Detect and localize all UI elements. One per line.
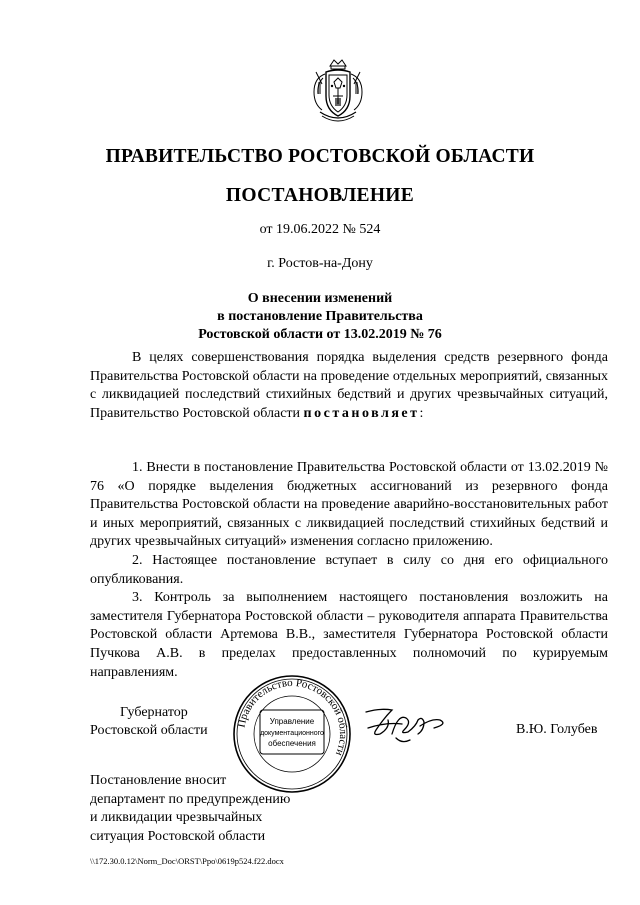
seal-inner-line-1: Управление [269,717,315,726]
seal-inner-line-3: обеспечения [268,739,316,748]
signatory-title [90,704,208,740]
submitted-by-line-1: Постановление вносит [90,773,227,788]
seal-inner-line-2: документационного [260,730,324,737]
subject-line-1: О внесении изменений [247,291,393,306]
signatory-name: В.Ю. Голубев [516,722,598,737]
submitted-by-line-2: департамент по предупреждению [90,791,291,807]
subject-line-2: в постановление Правительства [217,309,423,324]
seal-outer-text: Правительство Ростовской области [235,676,350,758]
document-subject [0,290,640,344]
coat-of-arms-icon [308,58,368,128]
decree-items [90,459,608,682]
submitted-by-line-3: и ликвидации чрезвычайных [90,810,263,825]
decree-item-3: 3. Контроль за выполнением настоящего постановления возложить на заместителя Губернатора Ростовской области – руководителя аппарата Правительства Ростовской области Артемова В.В., заместителя Губернатора Ростовской области Пучкова А.В. в пределах предоставленных полномочий по курируемым направлениям. [90,590,608,680]
government-title: ПРАВИТЕЛЬСТВО РОСТОВСКОЙ ОБЛАСТИ [105,146,535,167]
document-city: г. Ростов-на-Дону [267,256,373,271]
resolves-word: постановляет [303,405,420,421]
decree-item-1: 1. Внести в постановление Правительства Ростовской области от 13.02.2019 № 76 «О порядке выделения бюджетных ассигнований из резервного фонда Правительства Ростовской области на проведение аварийно-восстановительных работ и иных мероприятий, связанных с ликвидацией последствий стихийных бедствий и других чрезвычайных ситуаций» изменения согласно приложению. [90,460,608,550]
preamble-text: В целях совершенствования порядка выделения средств резервного фонда Правительства Ростовской области на проведение отдельных мероприятий, связанных с ликвидацией последствий стихийных бедствий и других чрезвычайных ситуаций, Правительство Ростовской области [90,350,608,421]
submitted-by [90,772,290,846]
document-type: ПОСТАНОВЛЕНИЕ [225,185,415,206]
signatory-title-line-2: Ростовской области [90,723,208,738]
document-date-number: от 19.06.2022 № 524 [259,222,381,237]
file-path: \\172.30.0.12\Norm_Doc\ORST\Ppo\0619p524.f22.docx [90,856,284,866]
resolves-colon: : [419,405,424,421]
decree-item-2: 2. Настоящее постановление вступает в силу со дня его официального опубликования. [90,552,608,587]
subject-line-3: Ростовской области от 13.02.2019 № 76 [198,327,442,342]
signatory-title-line-1: Губернатор [120,705,188,720]
handwritten-signature-icon [362,704,454,746]
preamble-paragraph [90,349,608,423]
submitted-by-line-4: ситуация Ростовской области [90,828,266,844]
